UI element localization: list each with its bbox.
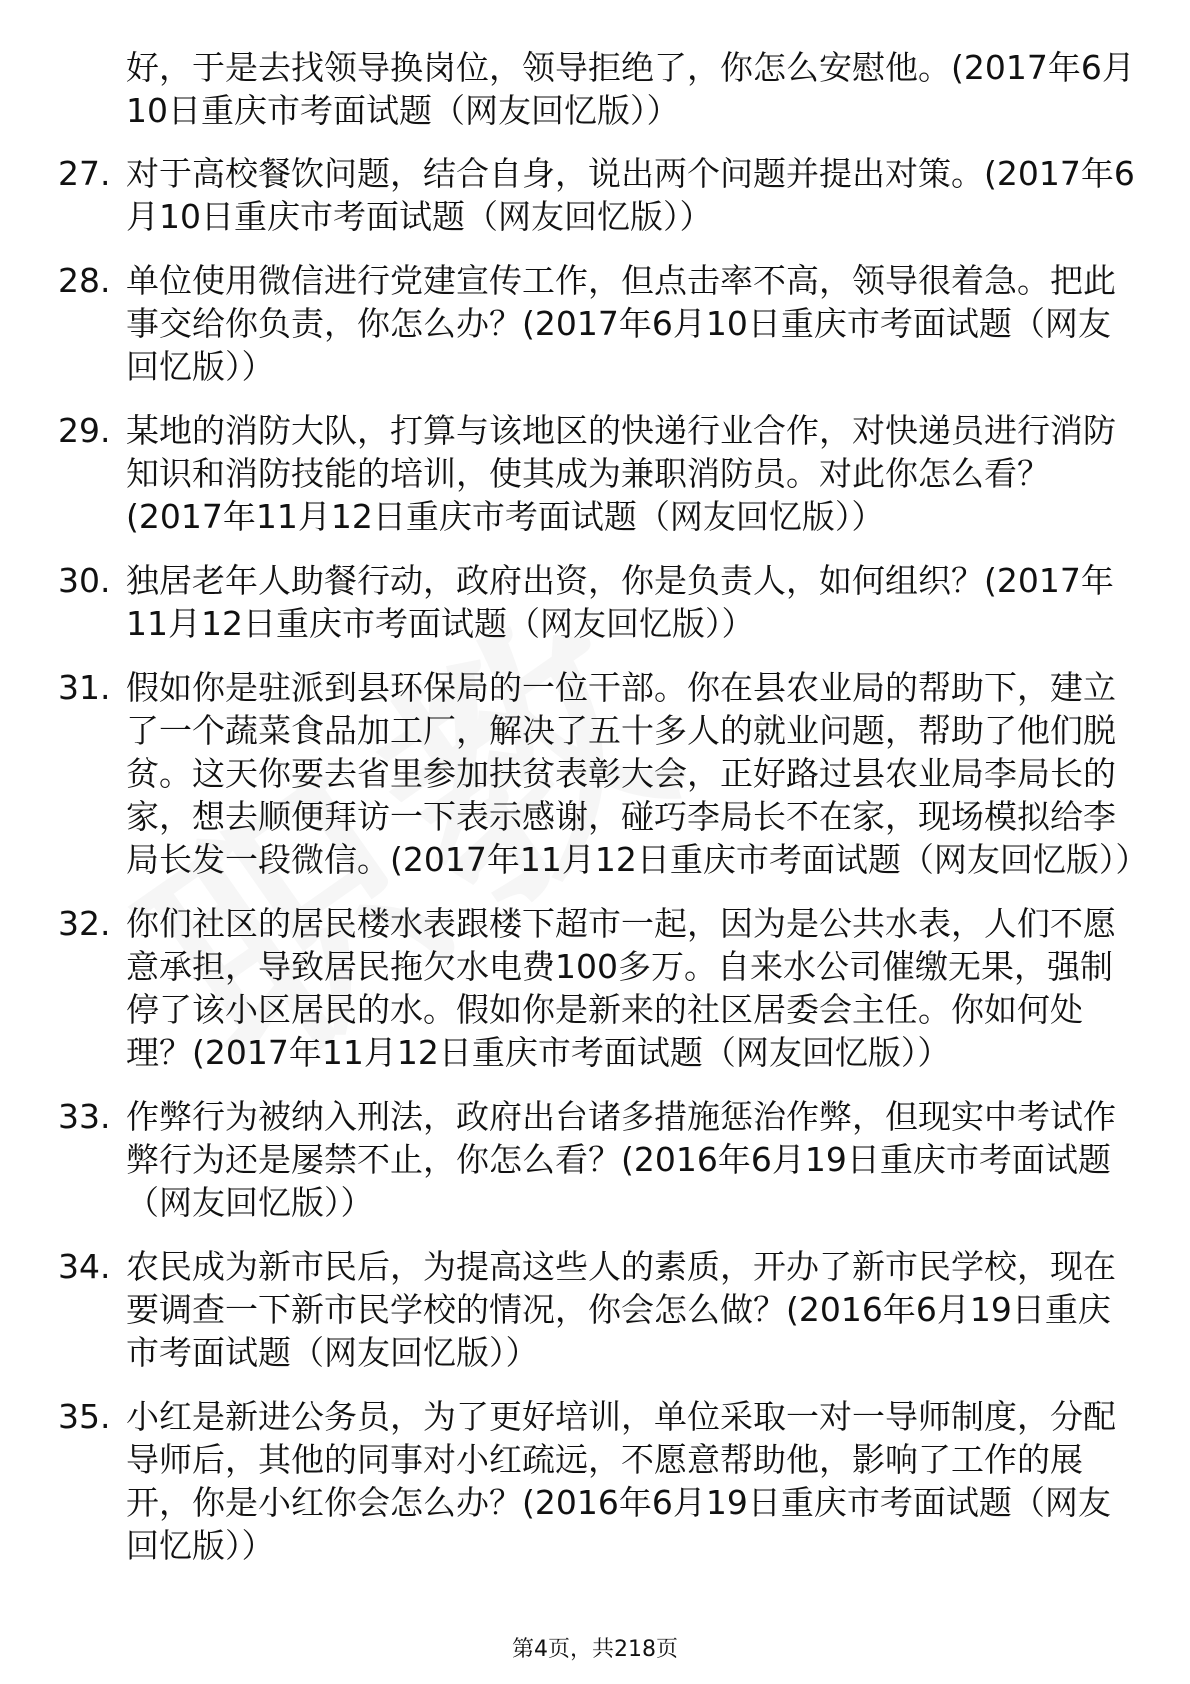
question-text: 小红是新进公务员，为了更好培训，单位采取一对一导师制度，分配导师后，其他的同事对小红疏远，不愿意帮助他，影响了工作的展开，你是小红你会怎么办？(2016年6月19日重庆市考面试题（网友回忆版）） bbox=[126, 1397, 1116, 1565]
question-number: 33. bbox=[58, 1097, 111, 1136]
question-text: 农民成为新市民后，为提高这些人的素质，开办了新市民学校，现在要调查一下新市民学校的情况，你会怎么做？(2016年6月19日重庆市考面试题（网友回忆版）） bbox=[126, 1247, 1116, 1372]
question-number: 30. bbox=[58, 561, 111, 600]
question-item bbox=[58, 409, 1138, 538]
question-number: 31. bbox=[58, 668, 111, 707]
question-text: 对于高校餐饮问题，结合自身，说出两个问题并提出对策。(2017年6月10日重庆市考面试题（网友回忆版）） bbox=[126, 154, 1135, 236]
question-item bbox=[58, 152, 1138, 238]
question-item bbox=[58, 902, 1138, 1074]
document-body bbox=[58, 46, 1149, 1588]
question-number: 28. bbox=[58, 261, 111, 300]
question-number: 29. bbox=[58, 411, 111, 450]
question-item bbox=[58, 1395, 1138, 1567]
question-text: 某地的消防大队，打算与该地区的快递行业合作，对快递员进行消防知识和消防技能的培训，使其成为兼职消防员。对此你怎么看？(2017年11月12日重庆市考面试题（网友回忆版）） bbox=[126, 411, 1116, 536]
question-text: 假如你是驻派到县环保局的一位干部。你在县农业局的帮助下，建立了一个蔬菜食品加工厂，解决了五十多人的就业问题，帮助了他们脱贫。这天你要去省里参加扶贫表彰大会，正好路过县农业局李局长的家，想去顺便拜访一下表示感谢，碰巧李局长不在家，现场模拟给李局长发一段微信。(2017年11月12日重庆市考面试题（网友回忆版）） bbox=[126, 668, 1149, 879]
question-item bbox=[58, 666, 1149, 881]
question-text: 独居老年人助餐行动，政府出资，你是负责人，如何组织？(2017年11月12日重庆市考面试题（网友回忆版）） bbox=[126, 561, 1114, 643]
question-text: 作弊行为被纳入刑法，政府出台诸多措施惩治作弊，但现实中考试作弊行为还是屡禁不止，你怎么看？(2016年6月19日重庆市考面试题（网友回忆版）） bbox=[126, 1097, 1116, 1222]
question-text: 你们社区的居民楼水表跟楼下超市一起，因为是公共水表，人们不愿意承担，导致居民拖欠水电费100多万。自来水公司催缴无果，强制停了该小区居民的水。假如你是新来的社区居委会主任。你如何处理？(2017年11月12日重庆市考面试题（网友回忆版）） bbox=[126, 904, 1116, 1072]
question-text: 单位使用微信进行党建宣传工作，但点击率不高，领导很着急。把此事交给你负责，你怎么办？(2017年6月10日重庆市考面试题（网友回忆版）） bbox=[126, 261, 1116, 386]
question-item bbox=[58, 559, 1138, 645]
continued-question-text: 好，于是去找领导换岗位，领导拒绝了，你怎么安慰他。(2017年6月10日重庆市考面试题（网友回忆版）） bbox=[126, 48, 1135, 130]
question-number: 32. bbox=[58, 904, 111, 943]
question-number: 35. bbox=[58, 1397, 111, 1436]
question-item bbox=[58, 1095, 1138, 1224]
page-footer: 第4页，共218页 bbox=[512, 1637, 678, 1662]
question-item bbox=[58, 259, 1138, 388]
question-number: 27. bbox=[58, 154, 111, 193]
question-item bbox=[58, 1245, 1138, 1374]
question-number: 34. bbox=[58, 1247, 111, 1286]
